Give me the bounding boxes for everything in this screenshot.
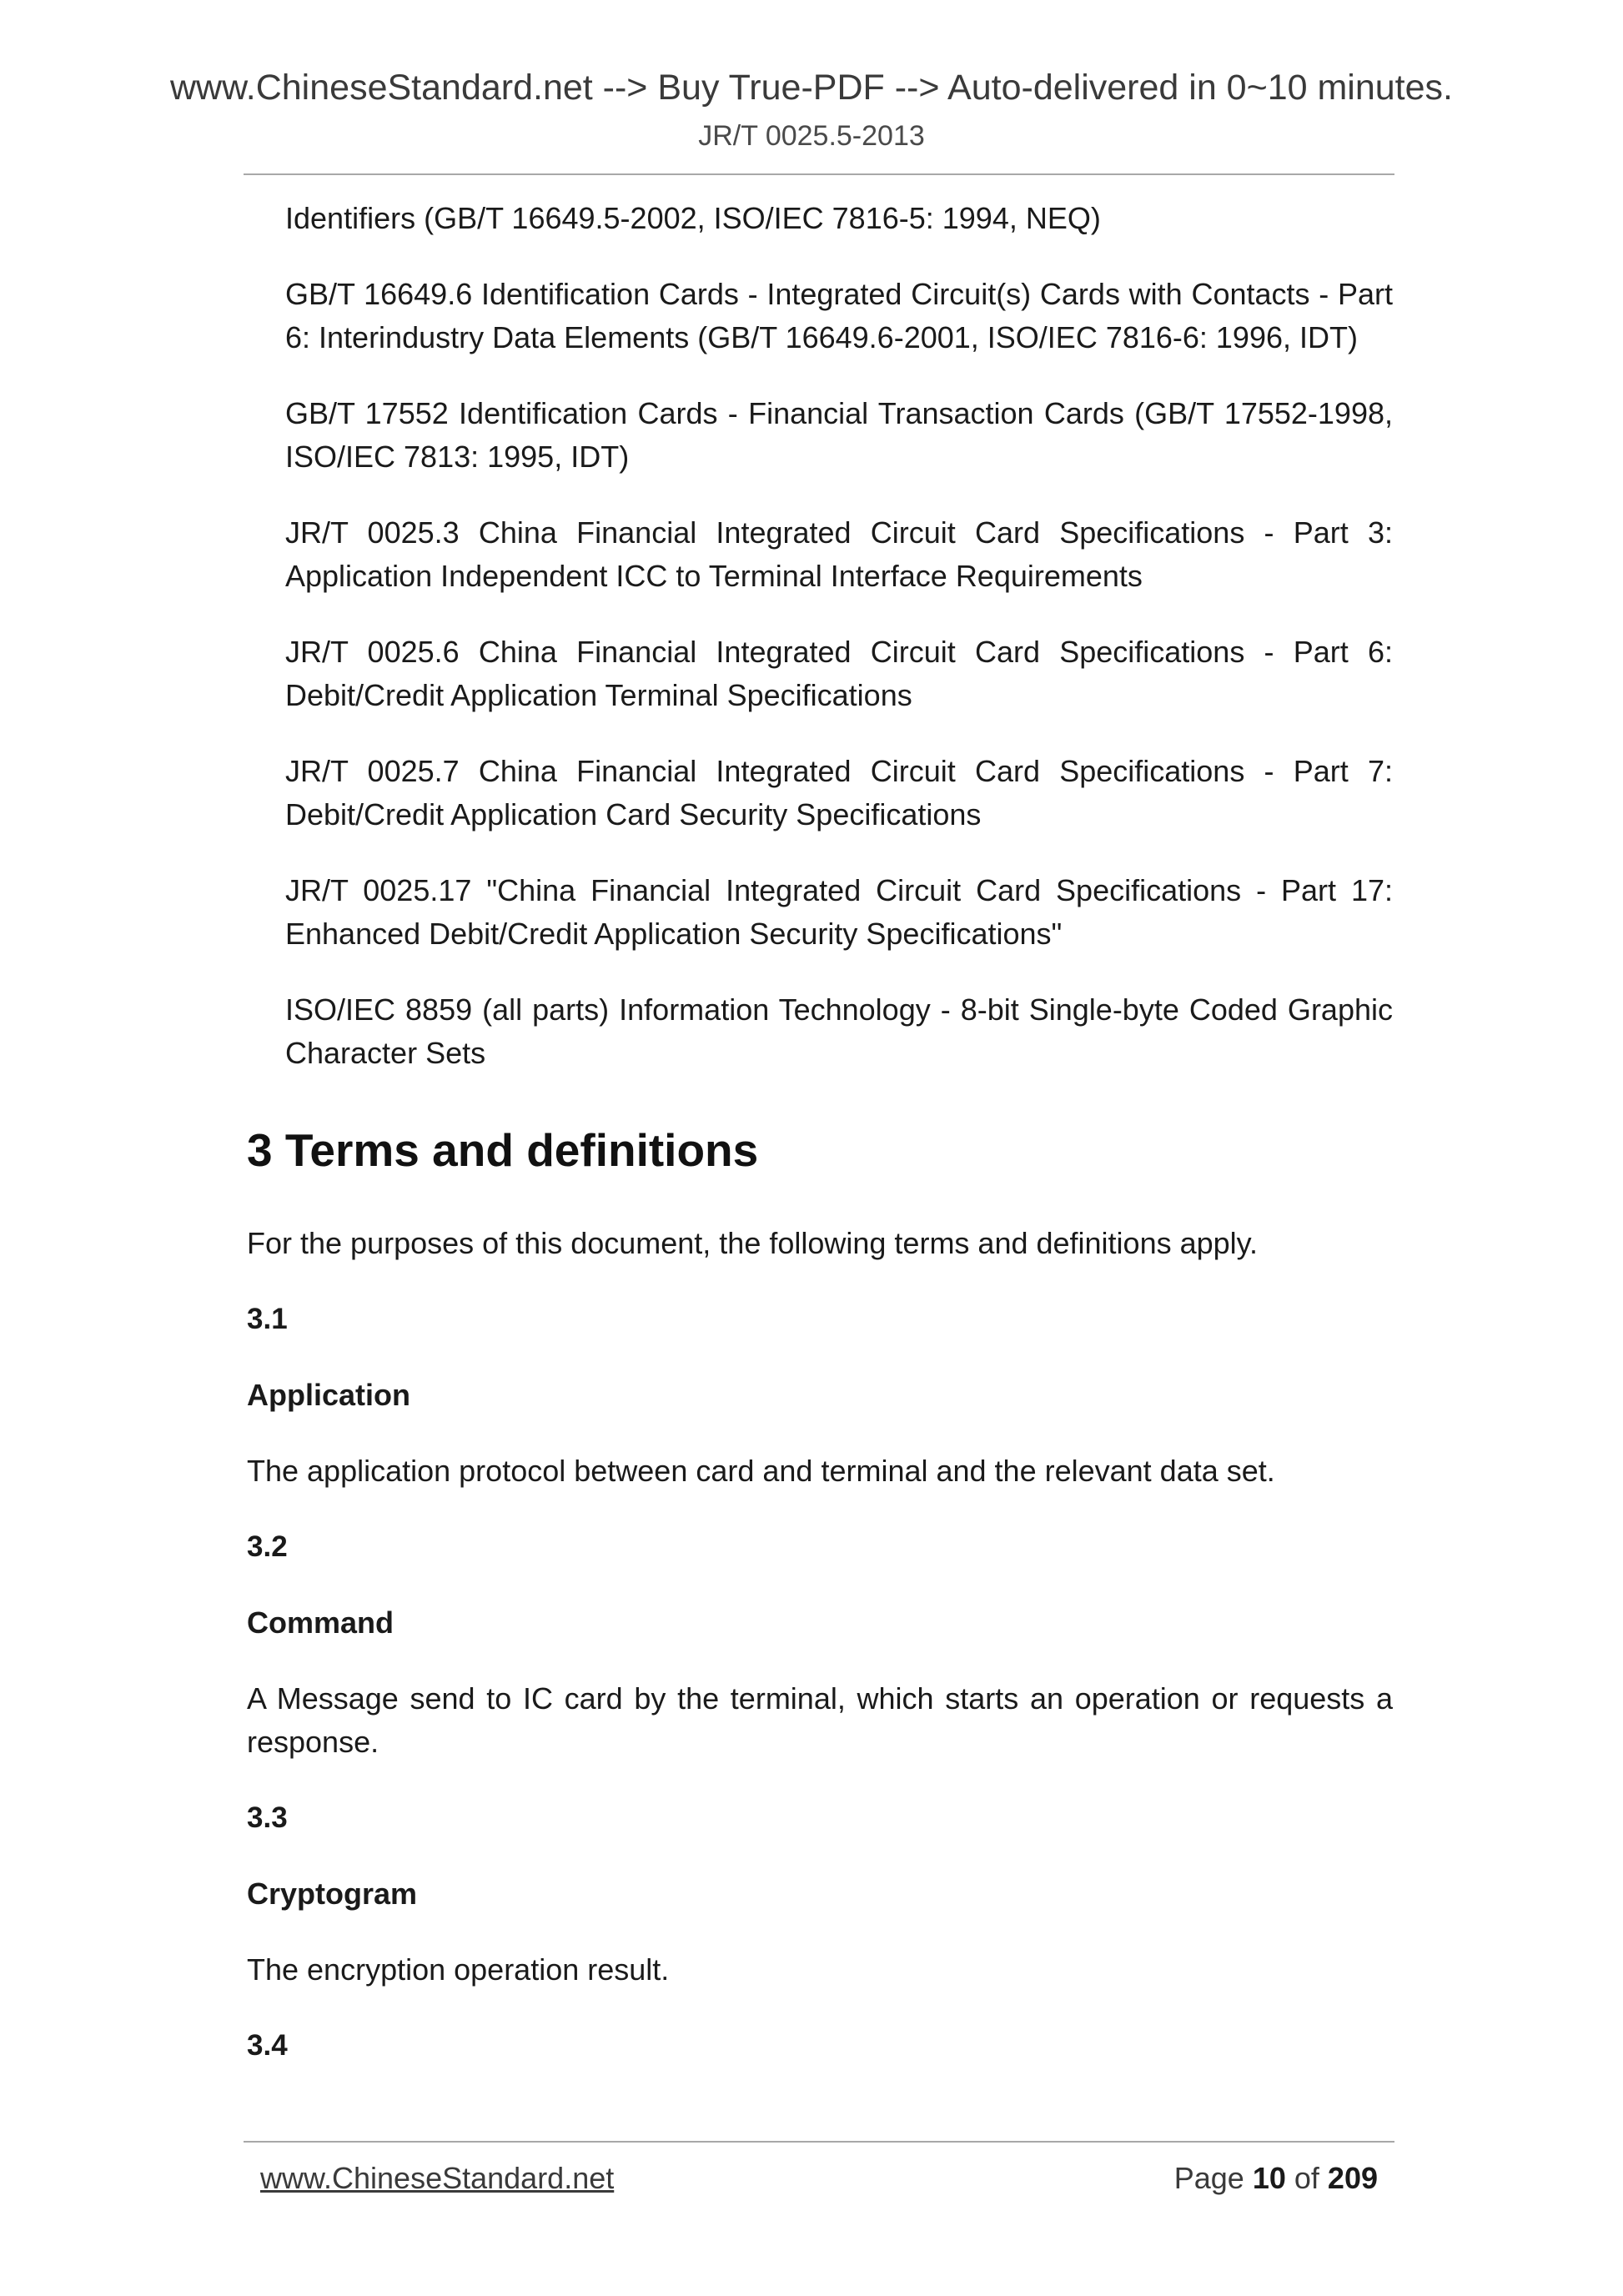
section-intro: For the purposes of this document, the following terms and definitions apply. [247,1226,1258,1260]
term-number: 3.3 [247,1801,288,1834]
term-number: 3.2 [247,1530,288,1563]
document-id: JR/T 0025.5-2013 [698,120,925,152]
reference-item: JR/T 0025.6 China Financial Integrated Circuit Card Specifications - Part 6: Debit/Credit Application Terminal Specifications [285,635,1393,712]
reference-item: GB/T 16649.6 Identification Cards - Integrated Circuit(s) Cards with Contacts - Part 6: Interindustry Data Elements (GB/T 16649.6-2001, ISO/IEC 7816-6: 1996, IDT) [285,277,1393,354]
footer-divider [244,2141,1394,2143]
footer-site-link[interactable]: www.ChineseStandard.net [260,2161,615,2195]
page-number [1174,2159,1378,2198]
term-name: Command [247,1605,394,1640]
term-entry [247,1796,1393,1992]
term-entry [247,2024,1393,2067]
reference-item: JR/T 0025.7 China Financial Integrated Circuit Card Specifications - Part 7: Debit/Credit Application Card Security Specifications [285,754,1393,831]
reference-item: ISO/IEC 8859 (all parts) Information Technology - 8-bit Single-byte Coded Graphic Character Sets [285,992,1393,1070]
page-of: of [1294,2161,1319,2195]
reference-item: JR/T 0025.3 China Financial Integrated Circuit Card Specifications - Part 3: Application Independent ICC to Terminal Interface Requirements [285,515,1393,593]
header-divider [244,173,1394,175]
term-number: 3.4 [247,2029,288,2062]
current-page: 10 [1252,2161,1286,2195]
page-word: Page [1173,2161,1244,2195]
term-entry [247,1298,1393,1493]
normative-references-list [247,197,1393,1075]
reference-item: GB/T 17552 Identification Cards - Financial Transaction Cards (GB/T 17552-1998, ISO/IEC 7813: 1995, IDT) [285,396,1393,474]
term-name: Cryptogram [247,1876,418,1911]
term-definition: A Message send to IC card by the terminal, which starts an operation or requests a response. [247,1681,1393,1759]
reference-item: Identifiers (GB/T 16649.5-2002, ISO/IEC 7816-5: 1994, NEQ) [285,201,1101,235]
term-entry [247,1525,1393,1764]
section-title: 3 Terms and definitions [247,1124,759,1176]
term-name: Application [247,1378,410,1412]
term-definition: The encryption operation result. [247,1952,670,1987]
term-number: 3.1 [247,1303,288,1335]
header-banner: www.ChineseStandard.net --> Buy True-PDF --> Auto-delivered in 0~10 minutes. [169,68,1453,108]
page-content [247,197,1393,2100]
total-pages: 209 [1327,2161,1378,2195]
reference-item: JR/T 0025.17 "China Financial Integrated Circuit Card Specifications - Part 17: Enhanced Debit/Credit Application Security Specifications" [285,873,1393,951]
term-definition: The application protocol between card and terminal and the relevant data set. [247,1454,1275,1488]
